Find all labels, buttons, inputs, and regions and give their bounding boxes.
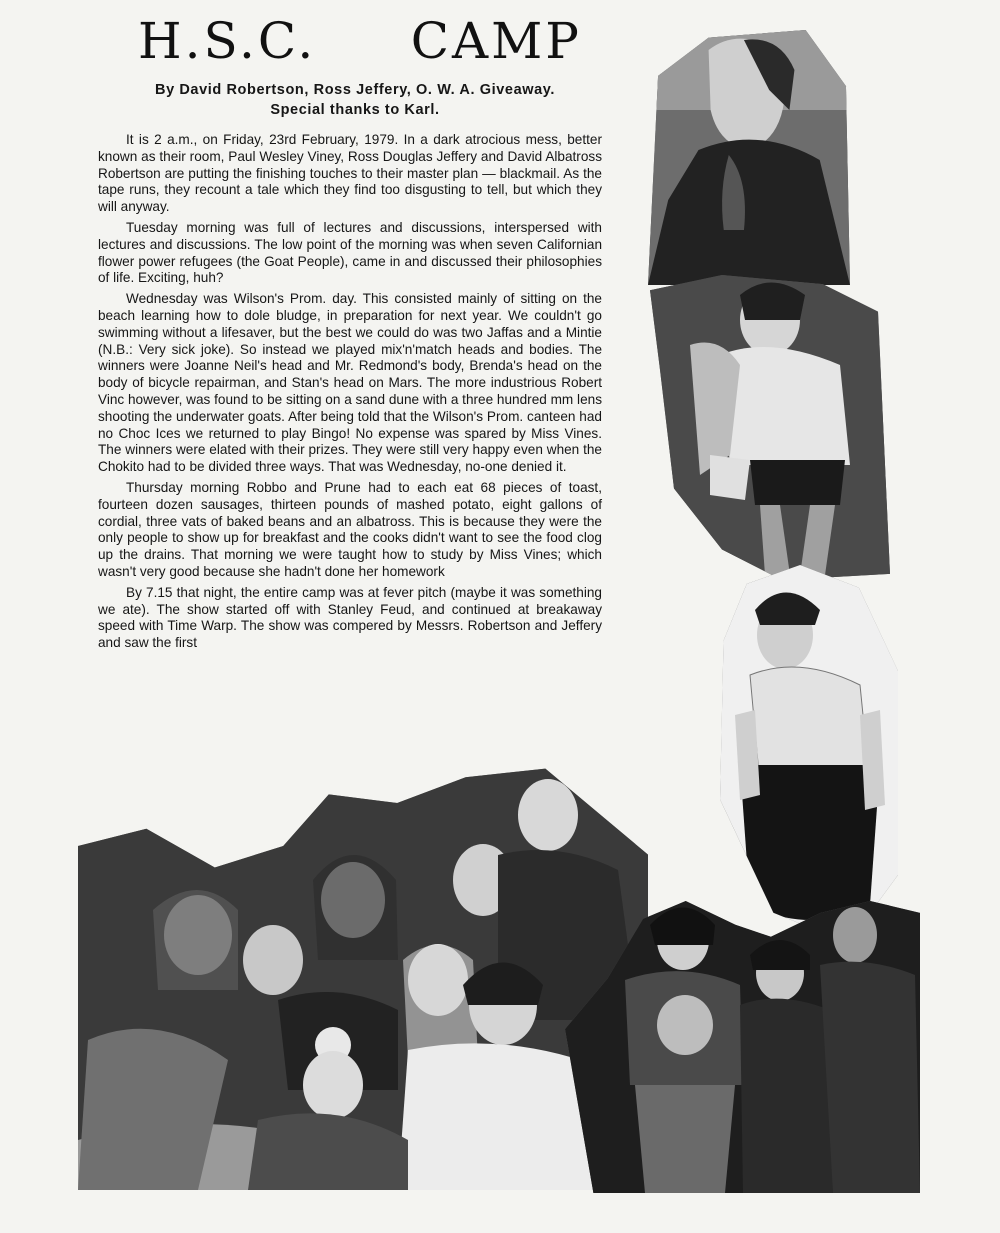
photo-student-group — [78, 760, 648, 1190]
byline — [100, 80, 610, 120]
byline-thanks: Special thanks to Karl. — [270, 102, 440, 118]
byline-authors: By David Robertson, Ross Jeffery, O. W. A. Giveaway. — [155, 82, 555, 98]
paragraph-2: Tuesday morning was full of lectures and discussions, interspersed with lectures and discussions. The low point of the morning was when seven Californian flower power refugees (the Goat People), came in and discussed their philosophies of life. Exciting, huh? — [98, 219, 602, 286]
photo-two-people-embracing — [650, 275, 890, 580]
photo-sack-race — [720, 565, 898, 943]
paragraph-3: Wednesday was Wilson's Prom. day. This consisted mainly of sitting on the beach learning how to dole bludge, in preparation for next year. We couldn't go swimming without a lifesaver, but the best we could do was two Jaffas and a Mintie (N.B.: Very sick joke). So instead we played mix'n'match heads and bodies. The winners were Joanne Neil's head and Mr. Redmond's body, Brenda's head on the body of bicycle repairman, and Stan's head on Mars. The more industrious Robert Vinc however, was found to be sitting on a sand dune with a three hundred mm lens shooting the underwater goats. After being told that the Wilson's Prom. canteen had no Choc Ices we returned to play Bingo! No expense was spared by Miss Vines. The winners were elated with their prizes. They were still very happy even when the Chokito had to be divided three ways. That was Wednesday, no-one denied it. — [98, 291, 602, 475]
article-body — [98, 132, 602, 656]
photo-man-profile — [648, 30, 850, 285]
page-title: H.S.C. CAMP — [138, 12, 582, 70]
paragraph-5: By 7.15 that night, the entire camp was at fever pitch (maybe it was something we ate). The show started off with Stanley Feud, and continued at breakaway speed with Time Warp. The show was compered by Messrs. Robertson and Jeffery and saw the first — [98, 584, 602, 651]
paragraph-4: Thursday morning Robbo and Prune had to each eat 68 pieces of toast, fourteen dozen sausages, thirteen pounds of mashed potato, eight gallons of cordial, three vats of baked beans and an albatross. This is because they were the only people to show up for breakfast and the cooks didn't want to see the food clog up the drains. That morning we were taught how to study by Miss Vines; which wasn't very good because she hadn't done her homework — [98, 479, 602, 579]
paragraph-1: It is 2 a.m., on Friday, 23rd February, 1979. In a dark atrocious mess, better known as their room, Paul Wesley Viney, Ross Douglas Jeffery and David Albatross Robertson are putting the finishing touches to their master plan — blackmail. As the tape runs, they recount a tale which they find too disgusting to tell, but which they will anyway. — [98, 132, 602, 215]
